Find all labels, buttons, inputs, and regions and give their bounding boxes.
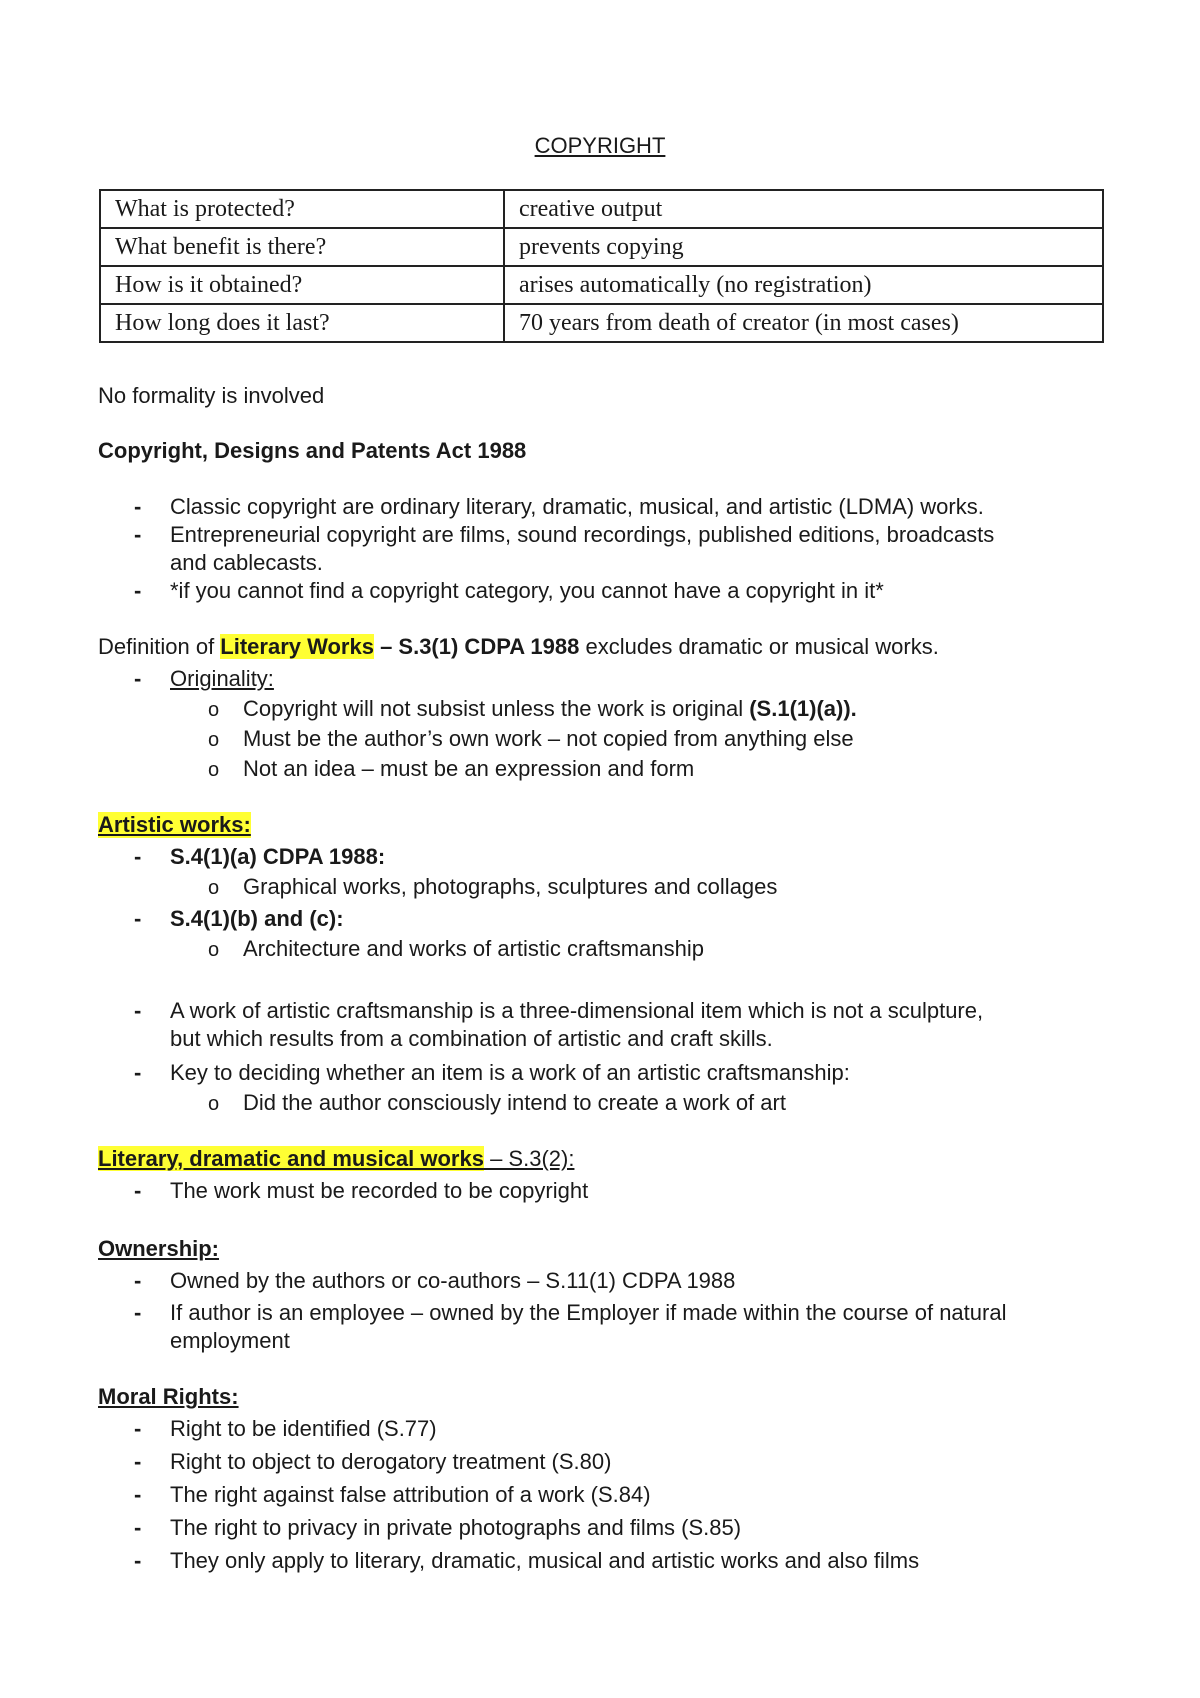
- table-cell: creative output: [504, 190, 1103, 228]
- table-cell: 70 years from death of creator (in most cases): [504, 304, 1103, 342]
- list-item: Must be the author’s own work – not copied from anything else: [243, 726, 854, 751]
- bullet-dash: -: [134, 666, 142, 691]
- table-row: [100, 266, 1103, 304]
- bullet-dash: -: [134, 1416, 142, 1441]
- table-cell: arises automatically (no registration): [504, 266, 1103, 304]
- literary-prefix: Definition of: [98, 634, 221, 659]
- ownership-heading: Ownership:: [98, 1236, 220, 1261]
- bullet-circle: o: [208, 877, 220, 899]
- bullet-circle: o: [208, 699, 220, 721]
- table-cell: What is protected?: [100, 190, 504, 228]
- list-item: If author is an employee – owned by the Employer if made within the course of natural: [170, 1300, 1007, 1325]
- originality-label: Originality:: [170, 666, 274, 691]
- bullet-dash: -: [134, 906, 142, 931]
- list-item-continuation: but which results from a combination of artistic and craft skills.: [170, 1026, 773, 1051]
- table-cell: How long does it last?: [100, 304, 504, 342]
- literary-suffix: excludes dramatic or musical works.: [579, 634, 939, 659]
- list-item-continuation: and cablecasts.: [170, 550, 323, 575]
- list-item: S.4(1)(a) CDPA 1988:: [170, 844, 386, 869]
- bullet-dash: -: [134, 1515, 142, 1540]
- bullet-dash: -: [134, 1268, 142, 1293]
- list-item: Owned by the authors or co-authors – S.11(1) CDPA 1988: [170, 1268, 736, 1293]
- ldm-heading: [98, 1146, 574, 1172]
- list-item-continuation: employment: [170, 1328, 290, 1353]
- list-item: S.4(1)(b) and (c):: [170, 906, 344, 931]
- bullet-dash: -: [134, 1548, 142, 1573]
- bullet-circle: o: [208, 759, 220, 781]
- list-item: The right against false attribution of a work (S.84): [170, 1482, 651, 1507]
- literary-section: – S.3(1) CDPA 1988: [373, 634, 580, 659]
- table-row: [100, 190, 1103, 228]
- bullet-dash: -: [134, 578, 142, 603]
- copyright-summary-table: [99, 189, 1104, 343]
- bullet-dash: -: [134, 522, 142, 547]
- list-item: Not an idea – must be an expression and form: [243, 756, 695, 781]
- moral-rights-heading: Moral Rights:: [98, 1384, 239, 1409]
- list-item: They only apply to literary, dramatic, musical and artistic works and also films: [170, 1548, 920, 1573]
- bullet-dash: -: [134, 1482, 142, 1507]
- bullet-dash: -: [134, 1178, 142, 1203]
- page-title: COPYRIGHT: [534, 133, 666, 158]
- cdpa-heading: Copyright, Designs and Patents Act 1988: [98, 438, 527, 463]
- ldm-heading-highlight: Literary, dramatic and musical works: [98, 1146, 484, 1171]
- originality-sub-text: Copyright will not subsist unless the work is original: [243, 696, 750, 721]
- table-cell: How is it obtained?: [100, 266, 504, 304]
- bullet-dash: -: [134, 998, 142, 1023]
- table-row: [100, 228, 1103, 266]
- literary-works-highlight: Literary Works: [220, 634, 374, 659]
- bullet-dash: -: [134, 494, 142, 519]
- list-item: Did the author consciously intend to create a work of art: [243, 1090, 786, 1115]
- artistic-works-heading: Artistic works:: [98, 812, 251, 837]
- list-item: Architecture and works of artistic craftsmanship: [243, 936, 704, 961]
- list-item: Graphical works, photographs, sculptures and collages: [243, 874, 778, 899]
- bullet-circle: o: [208, 939, 220, 961]
- bullet-dash: -: [134, 844, 142, 869]
- bullet-dash: -: [134, 1449, 142, 1474]
- originality-sub-section: (S.1(1)(a)).: [749, 696, 857, 721]
- table-row: [100, 304, 1103, 342]
- list-item: A work of artistic craftsmanship is a three-dimensional item which is not a sculpture,: [170, 998, 984, 1023]
- list-item: Key to deciding whether an item is a work of an artistic craftsmanship:: [170, 1060, 850, 1085]
- ldm-section: – S.3(2):: [483, 1146, 575, 1171]
- list-item: *if you cannot find a copyright category, you cannot have a copyright in it*: [170, 578, 884, 603]
- list-item: Right to object to derogatory treatment (S.80): [170, 1449, 612, 1474]
- list-item: Classic copyright are ordinary literary, dramatic, musical, and artistic (LDMA) works.: [170, 494, 984, 519]
- no-formality-text: No formality is involved: [98, 383, 325, 408]
- literary-definition: [98, 634, 939, 660]
- list-item: The right to privacy in private photographs and films (S.85): [170, 1515, 742, 1540]
- list-item: [243, 696, 857, 722]
- bullet-dash: -: [134, 1060, 142, 1085]
- bullet-circle: o: [208, 1093, 220, 1115]
- table-cell: What benefit is there?: [100, 228, 504, 266]
- bullet-circle: o: [208, 729, 220, 751]
- list-item: Right to be identified (S.77): [170, 1416, 437, 1441]
- list-item: The work must be recorded to be copyright: [170, 1178, 589, 1203]
- bullet-dash: -: [134, 1300, 142, 1325]
- list-item: Entrepreneurial copyright are films, sound recordings, published editions, broadcasts: [170, 522, 995, 547]
- table-cell: prevents copying: [504, 228, 1103, 266]
